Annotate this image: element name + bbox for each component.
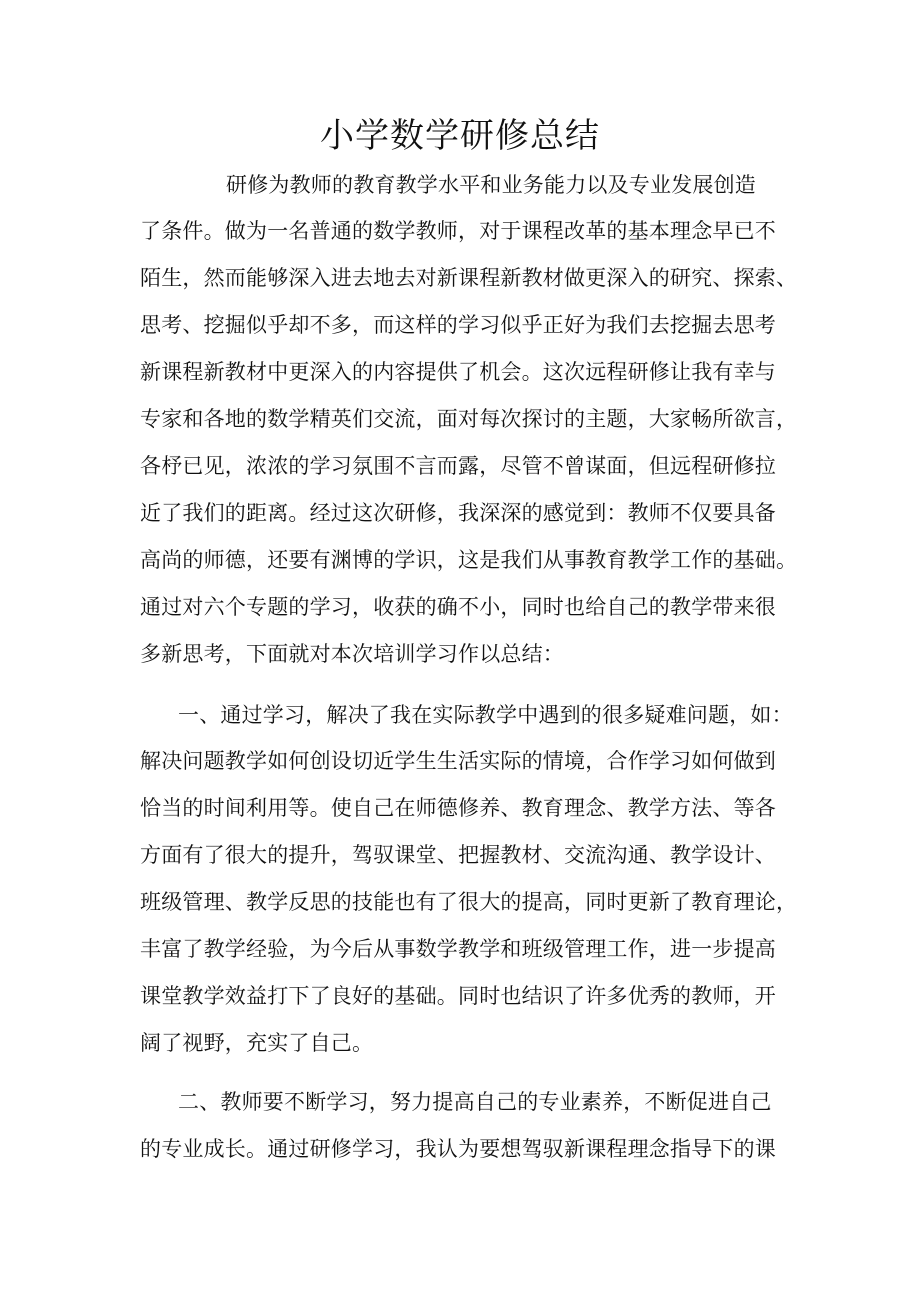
paragraph-line: 恰当的时间利用等。使自己在师德修养、教育理念、教学方法、等各	[140, 796, 776, 820]
paragraph-line: 解决问题教学如何创设切近学生生活实际的情境，合作学习如何做到	[140, 749, 776, 773]
paragraph-line: 高尚的师德，还要有渊博的学识，这是我们从事教育教学工作的基础。	[140, 548, 798, 572]
paragraph-line: 一、通过学习，解决了我在实际教学中遇到的很多疑难问题，如：	[178, 703, 793, 727]
paragraph-line: 研修为教师的教育教学水平和业务能力以及专业发展创造	[226, 173, 756, 197]
paragraph-line: 近了我们的距离。经过这次研修，我深深的感觉到：教师不仅要具备	[140, 501, 776, 525]
paragraph-line: 了条件。做为一名普通的数学教师，对于课程改革的基本理念早已不	[140, 219, 776, 243]
paragraph-line: 多新思考，下面就对本次培训学习作以总结：	[140, 642, 564, 666]
paragraph-line: 新课程新教材中更深入的内容提供了机会。这次远程研修让我有幸与	[140, 360, 776, 384]
paragraph-line: 的专业成长。通过研修学习，我认为要想驾驭新课程理念指导下的课	[140, 1137, 776, 1161]
document-title: 小学数学研修总结	[320, 116, 600, 156]
paragraph-line: 班级管理、教学反思的技能也有了很大的提高，同时更新了教育理论，	[140, 890, 798, 914]
paragraph-line: 二、教师要不断学习，努力提高自己的专业素养，不断促进自己	[178, 1090, 772, 1114]
paragraph-line: 阔了视野，充实了自己。	[140, 1031, 374, 1055]
paragraph-line: 课堂教学效益打下了良好的基础。同时也结识了许多优秀的教师，开	[140, 984, 776, 1008]
paragraph-line: 专家和各地的数学精英们交流，面对每次探讨的主题，大家畅所欲言，	[140, 407, 798, 431]
paragraph-line: 各杼已见，浓浓的学习氛围不言而露，尽管不曾谋面，但远程研修拉	[140, 454, 776, 478]
paragraph-line: 方面有了很大的提升，驾驭课堂、把握教材、交流沟通、教学设计、	[140, 843, 776, 867]
paragraph-line: 通过对六个专题的学习，收获的确不小，同时也给自己的教学带来很	[140, 595, 776, 619]
paragraph-line: 思考、挖掘似乎却不多，而这样的学习似乎正好为我们去挖掘去思考	[140, 313, 776, 337]
paragraph-line: 丰富了教学经验，为今后从事数学教学和班级管理工作，进一步提高	[140, 937, 776, 961]
paragraph-line: 陌生，然而能够深入进去地去对新课程新教材做更深入的研究、探索、	[140, 266, 798, 290]
